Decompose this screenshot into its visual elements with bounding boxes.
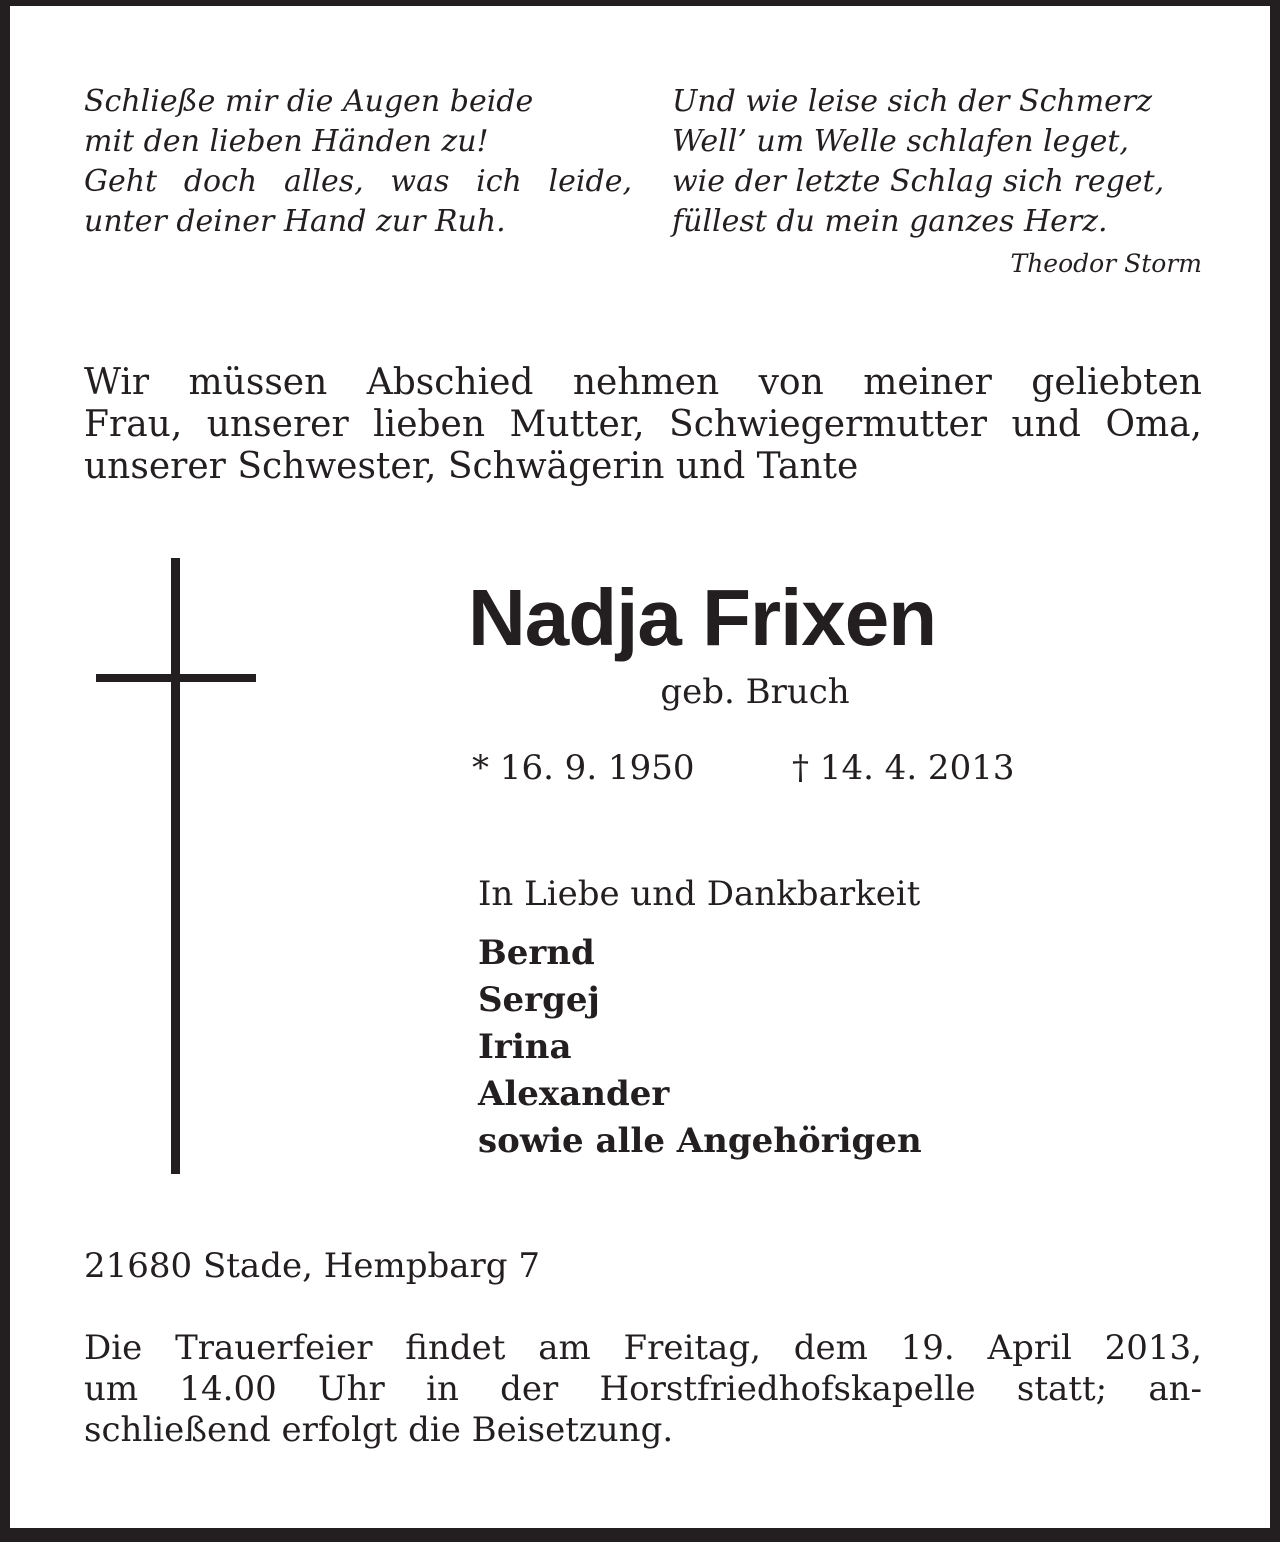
poem-author: Theodor Storm — [1010, 249, 1202, 278]
mourner-list — [478, 930, 922, 1165]
poem-line: Schließe mir die Augen beide — [84, 84, 534, 119]
death-date: † 14. 4. 2013 — [792, 748, 1015, 788]
cross-vertical-bar — [171, 558, 180, 1174]
poem-line: Well’ um Welle schlafen leget, — [672, 124, 1129, 159]
service-paragraph — [84, 1328, 1202, 1451]
intro-paragraph — [84, 362, 1202, 488]
service-line: schließend erfolgt die Beisetzung. — [84, 1410, 674, 1450]
poem-line: Und wie leise sich der Schmerz — [672, 84, 1153, 119]
poem-line: unter deiner Hand zur Ruh. — [84, 204, 506, 239]
mourner-name: Sergej — [478, 980, 600, 1020]
cross-horizontal-bar — [96, 674, 256, 682]
address: 21680 Stade, Hempbarg 7 — [84, 1246, 540, 1286]
poem-right-stanza — [672, 82, 1202, 284]
mourner-name: Alexander — [478, 1074, 670, 1114]
poem-line: Geht doch alles, was ich leide, — [84, 164, 632, 199]
deceased-name: Nadja Frixen — [468, 573, 937, 662]
intro-line: Wir müssen Abschied nehmen von meiner geliebten — [84, 362, 1202, 403]
poem-left-stanza — [84, 82, 632, 242]
birth-date: * 16. 9. 1950 — [472, 748, 695, 788]
service-line: um 14.00 Uhr in der Horstfriedhofskapelle statt; an- — [84, 1369, 1202, 1409]
mourner-name: Irina — [478, 1027, 572, 1067]
service-line: Die Trauerfeier findet am Freitag, dem 19. April 2013, — [84, 1328, 1202, 1368]
greeting: In Liebe und Dankbarkeit — [478, 874, 921, 914]
poem-line: mit den lieben Händen zu! — [84, 124, 489, 159]
mourner-name: Bernd — [478, 933, 595, 973]
poem-line: füllest du mein ganzes Herz. — [672, 204, 1108, 239]
poem-line: wie der letzte Schlag sich reget, — [672, 164, 1165, 199]
mourner-name: sowie alle Angehörigen — [478, 1121, 922, 1161]
maiden-name: geb. Bruch — [660, 672, 850, 712]
intro-line: unserer Schwester, Schwägerin und Tante — [84, 446, 859, 487]
intro-line: Frau, unserer lieben Mutter, Schwiegermutter und Oma, — [84, 404, 1202, 445]
